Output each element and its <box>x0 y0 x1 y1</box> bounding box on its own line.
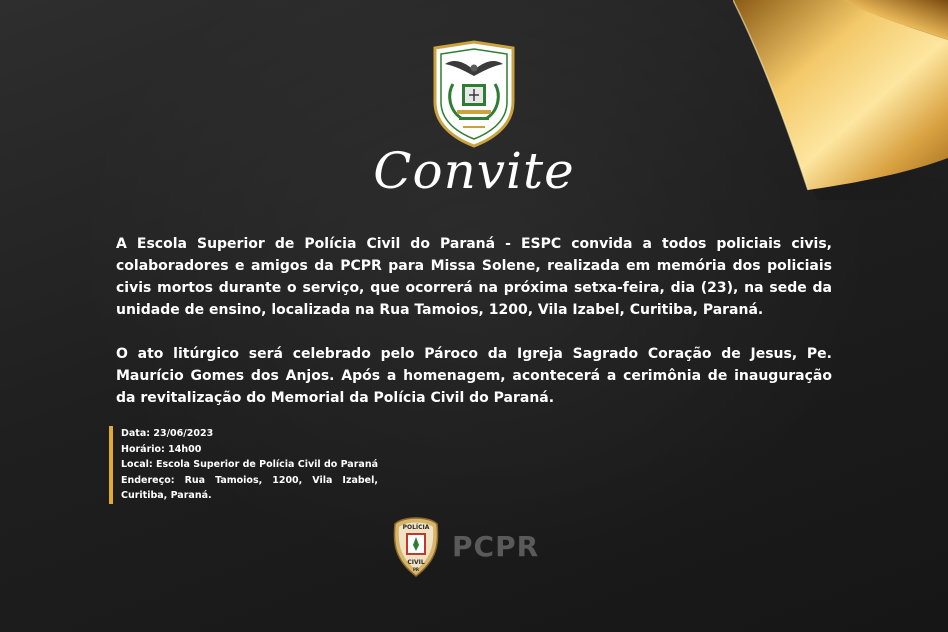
badge-state-text: PR <box>412 567 420 572</box>
event-details <box>109 426 378 504</box>
event-location: Local: Escola Superior de Polícia Civil do Paraná <box>121 459 378 470</box>
event-address: Endereço: Rua Tamoios, 1200, Vila Izabel, Curitiba, Paraná. <box>121 474 378 501</box>
badge-bottom-text: CIVIL <box>407 559 425 566</box>
badge-top-text: POLÍCIA <box>402 524 430 531</box>
invitation-paragraph-1: A Escola Superior de Polícia Civil do Paraná - ESPC convida a todos policiais civis, colaboradores e amigos da PCPR para Missa Solene, realizada em memória dos policiais civis mortos durante o serviço, que ocorrerá na próxima setxa-feira, dia (23), na sede da unidade de ensino, localizada na Rua Tamoios, 1200, Vila Izabel, Curitiba, Paraná. <box>116 236 832 318</box>
event-time: Horário: 14h00 <box>121 443 202 455</box>
invitation-title: Convite <box>373 142 575 200</box>
pcpr-badge-icon <box>391 514 441 578</box>
espc-crest-icon <box>429 40 519 148</box>
event-date: Data: 23/06/2023 <box>121 428 214 439</box>
pcpr-brand-text: PCPR <box>452 530 540 563</box>
invitation-paragraph-2: O ato litúrgico será celebrado pelo Pároco da Igreja Sagrado Coração de Jesus, Pe. Maurício Gomes dos Anjos. Após a homenagem, acontecerá a cerimônia de inauguração da revitalização do Memorial da Polícia Civil do Paraná. <box>116 346 832 406</box>
